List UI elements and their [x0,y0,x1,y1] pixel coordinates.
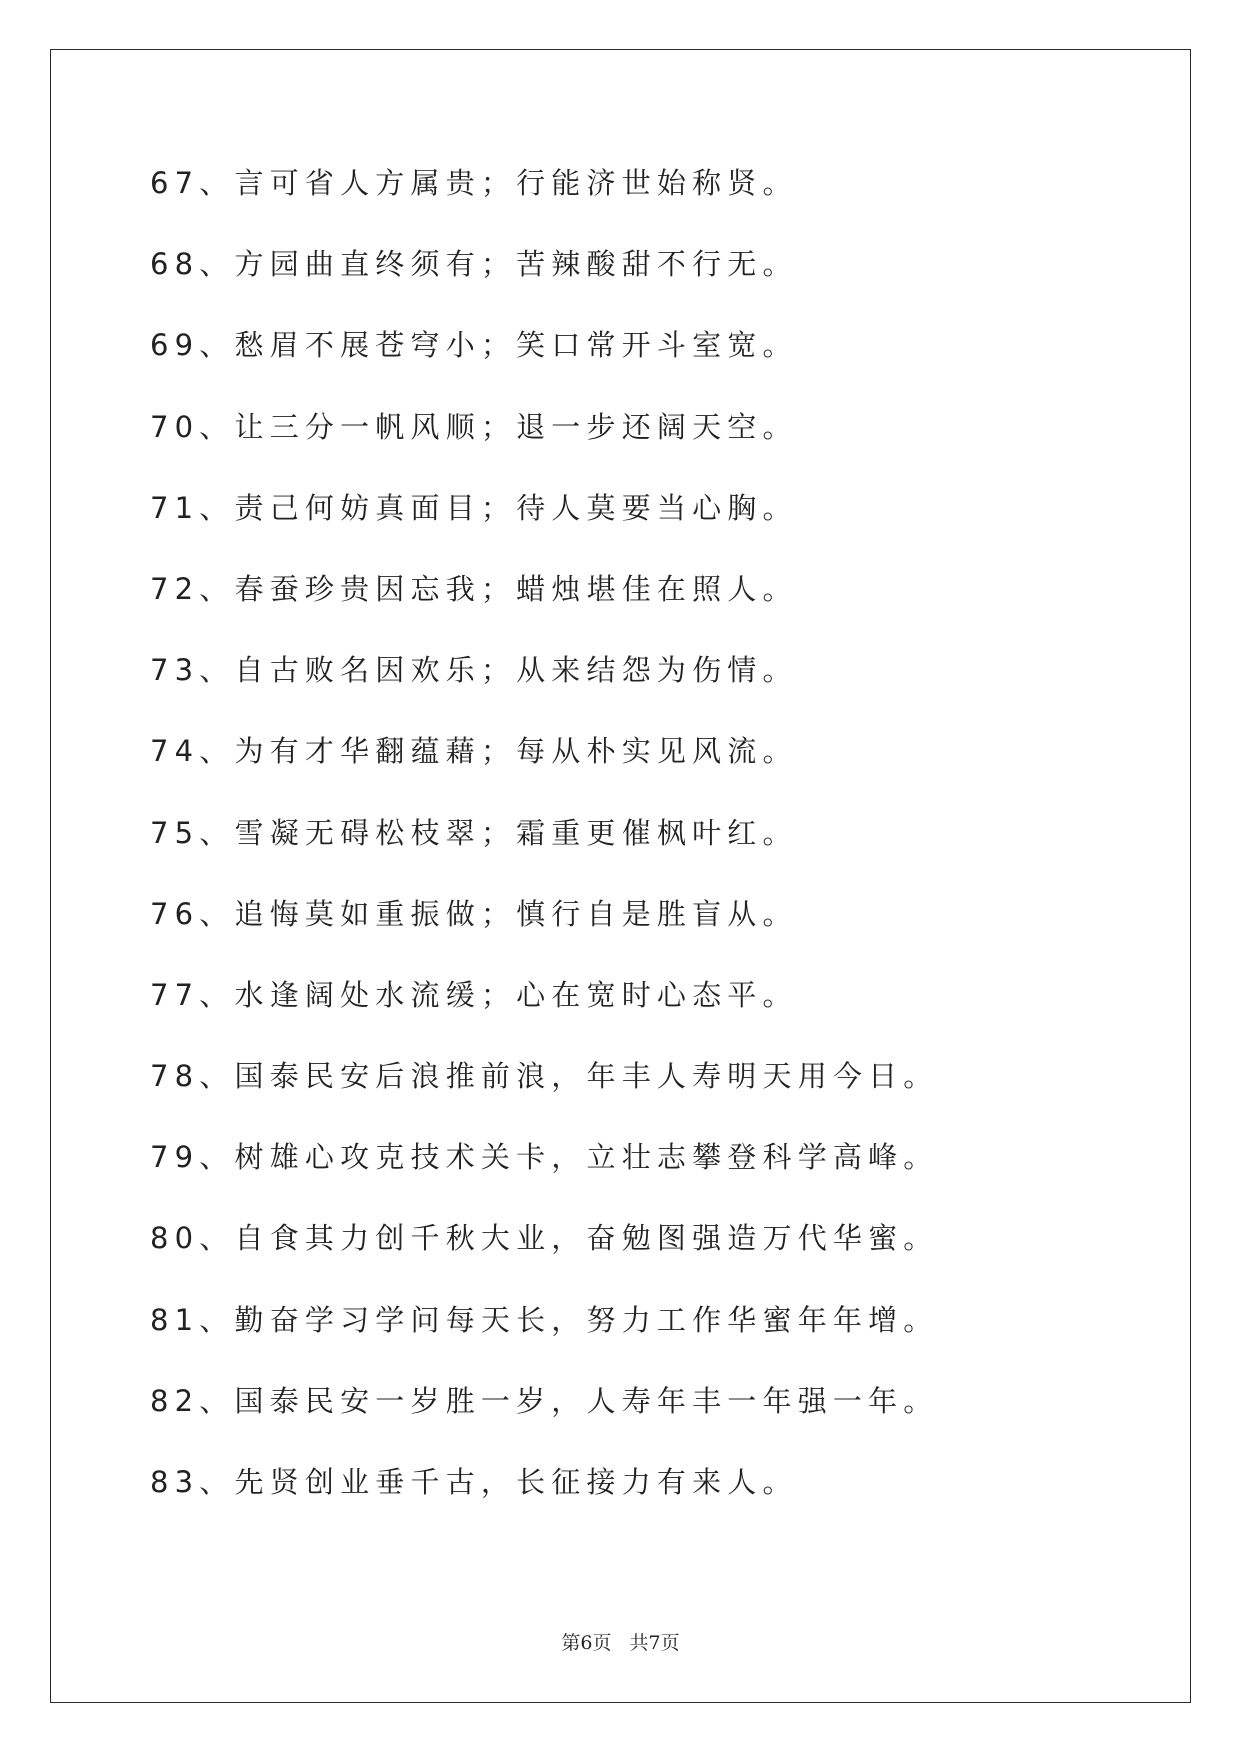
list-item: 71、责己何妨真面目；待人莫要当心胸。 [150,490,798,525]
list-item: 69、愁眉不展苍穹小；笑口常开斗室宽。 [150,328,798,363]
list-item: 80、自食其力创千秋大业，奋勉图强造万代华蜜。 [150,1221,939,1256]
current-page-label: 第6页 [561,1632,612,1654]
list-item: 77、水逢阔处水流缓；心在宽时心态平。 [150,977,798,1012]
list-item: 82、国泰民安一岁胜一岁，人寿年丰一年强一年。 [150,1383,939,1418]
list-item: 68、方园曲直终须有；苦辣酸甜不行无。 [150,247,798,282]
list-item: 74、为有才华翻蕴藉；每从朴实见风流。 [150,734,798,769]
page-footer [0,1628,1241,1655]
list-item: 75、雪凝无碍松枝翠；霜重更催枫叶红。 [150,815,798,850]
list-item: 83、先贤创业垂千古，长征接力有来人。 [150,1465,798,1499]
list-item: 70、让三分一帆风顺；退一步还阔天空。 [150,409,798,444]
list-item: 67、言可省人方属贵；行能济世始称贤。 [150,166,798,200]
list-item: 76、追悔莫如重振做；慎行自是胜盲从。 [150,896,798,931]
couplet-list [150,163,1150,1543]
list-item: 72、春蚕珍贵因忘我；蜡烛堪佳在照人。 [150,571,798,606]
list-item: 81、勤奋学习学问每天长，努力工作华蜜年年增。 [150,1302,939,1337]
total-pages-label: 共7页 [629,1632,680,1654]
list-item: 78、国泰民安后浪推前浪，年丰人寿明天用今日。 [150,1059,939,1094]
list-item: 79、树雄心攻克技术关卡，立壮志攀登科学高峰。 [150,1140,939,1175]
list-item: 73、自古败名因欢乐；从来结怨为伤情。 [150,653,798,688]
